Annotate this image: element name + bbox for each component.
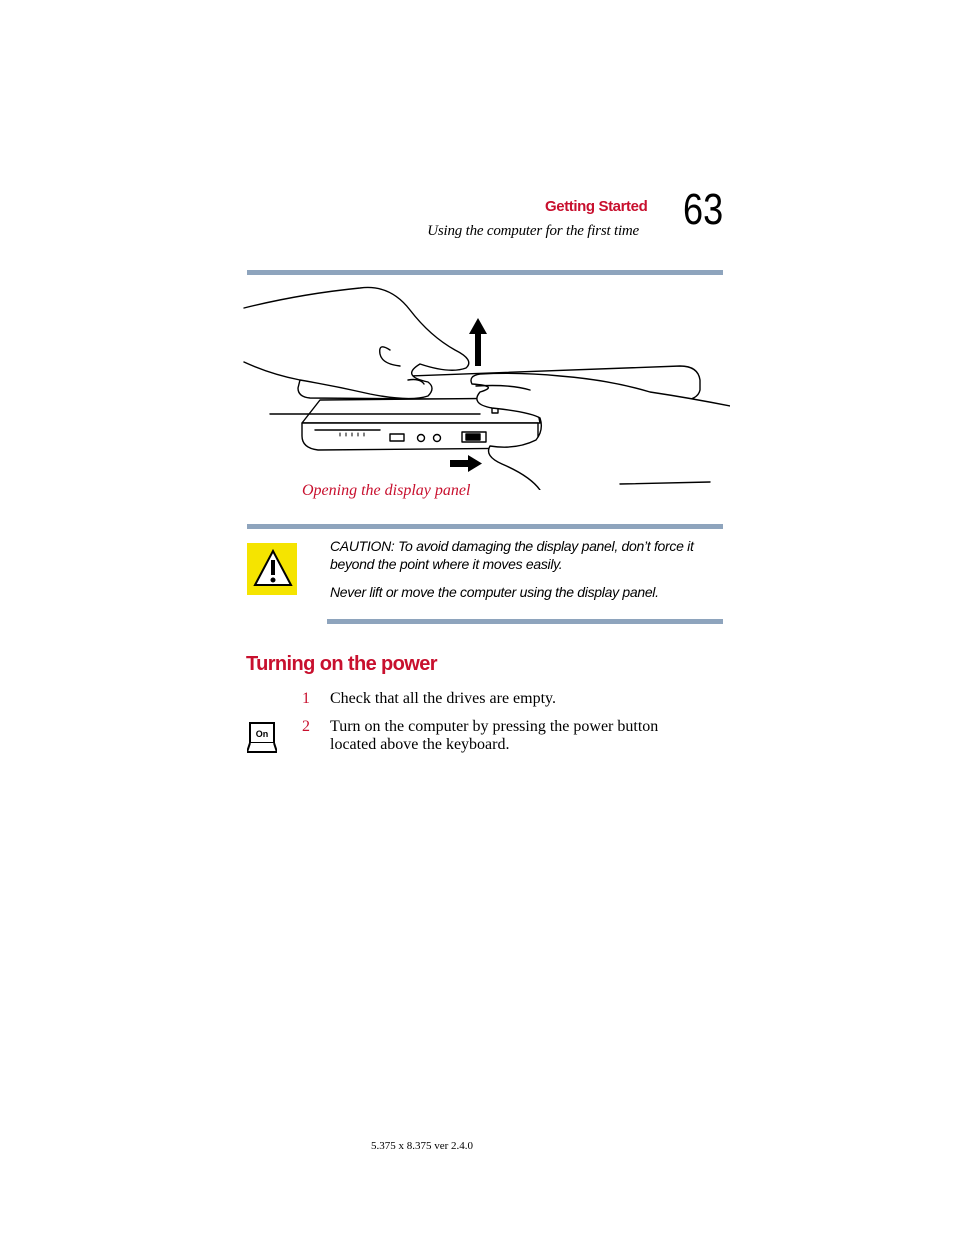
step-text: Check that all the drives are empty. <box>330 690 556 707</box>
top-divider <box>247 270 723 275</box>
subsection-title: Using the computer for the first time <box>427 223 639 239</box>
step-number: 2 <box>302 718 310 735</box>
page-number: 63 <box>683 185 724 234</box>
figure-caption: Opening the display panel <box>302 482 471 499</box>
on-icon-label: On <box>255 729 269 739</box>
version-footer: 5.375 x 8.375 ver 2.4.0 <box>371 1140 474 1152</box>
caution-top-divider <box>247 524 723 529</box>
section-heading: Turning on the power <box>246 653 437 675</box>
power-on-icon <box>247 722 277 754</box>
laptop-opening-illustration <box>240 280 730 490</box>
caution-paragraph: Never lift or move the computer using the display panel. <box>330 584 659 600</box>
step-number: 1 <box>302 690 310 707</box>
step-text: Turn on the computer by pressing the power button located above the keyboard. <box>330 718 659 753</box>
section-title: Getting Started <box>545 198 648 215</box>
caution-text <box>330 537 710 611</box>
caution-warning-icon <box>247 543 297 595</box>
caution-bottom-divider <box>327 619 723 624</box>
caution-paragraph: CAUTION: To avoid damaging the display panel, don’t force it beyond the point where it moves easily. <box>330 538 694 572</box>
